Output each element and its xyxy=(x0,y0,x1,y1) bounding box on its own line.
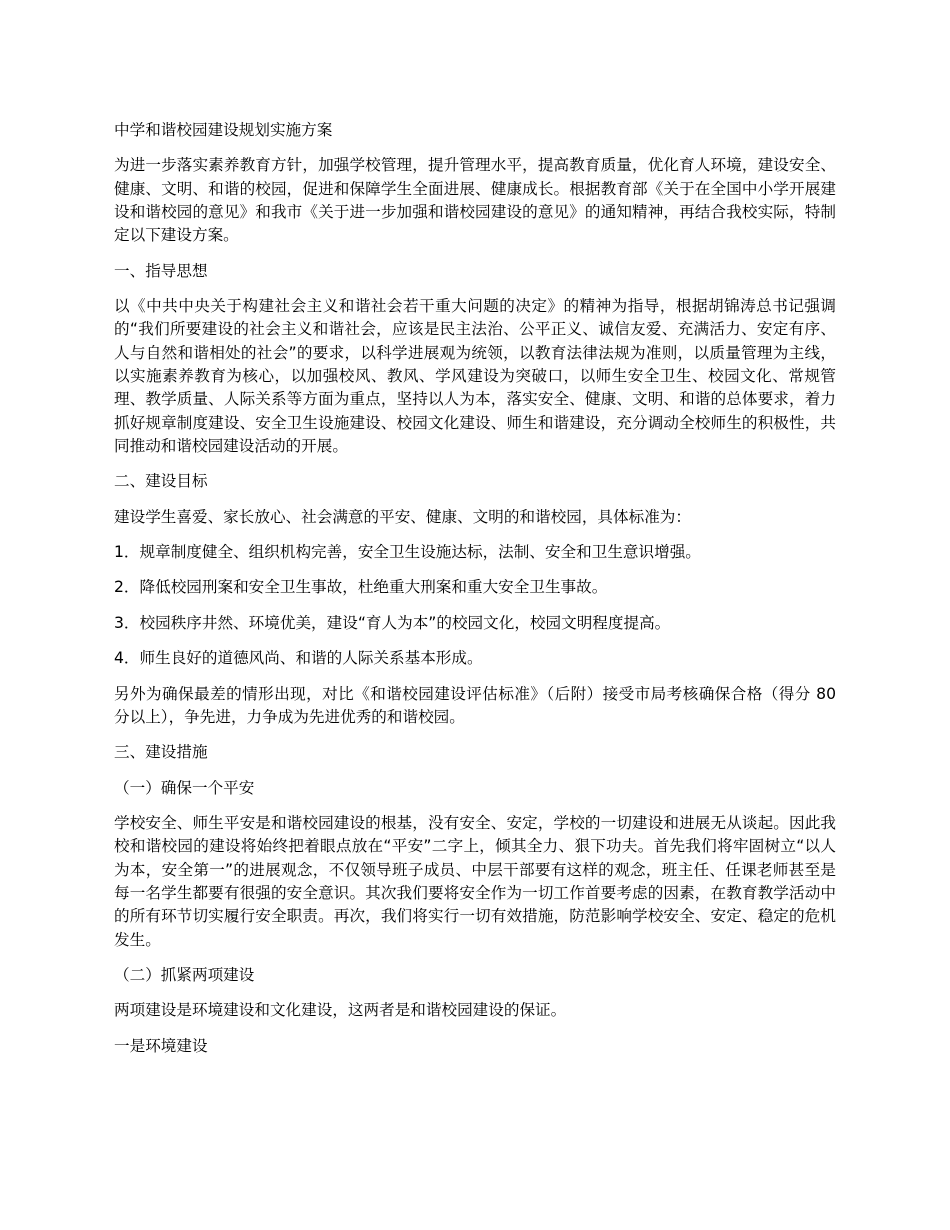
goal-item-3: 3．校园秩序井然、环境优美，建设“育人为本”的校园文化，校园文明程度提高。 xyxy=(114,613,671,632)
goal-item-4: 4．师生良好的道德风尚、和谐的人际关系基本形成。 xyxy=(114,649,483,668)
goals-intro-paragraph: 建设学生喜爱、家长放心、社会满意的平安、健康、文明的和谐校园，具体标准为： xyxy=(114,507,691,526)
document-body xyxy=(114,119,836,1070)
safety-paragraph: 学校安全、师生平安是和谐校园建设的根基，没有安全、安定，学校的一切建设和进展无从谈起。因此我校和谐校园的建设将始终把着眼点放在“平安”二字上，倾其全力、狠下功夫。首先我们将牢固树立“以人为本，安全第一”的进展观念，不仅领导班子成员、中层干部要有这样的观念，班主任、任课老师甚至是每一名学生都要有很强的安全意识。其次我们要将安全作为一切工作首要考虑的因素，在教育教学活动中的所有环节切实履行安全职责。再次，我们将实行一切有效措施，防范影响学校安全、安定、稳定的危机发生。 xyxy=(114,814,836,949)
document-title: 中学和谐校园建设规划实施方案 xyxy=(114,121,333,139)
section-heading-goals: 二、建设目标 xyxy=(114,472,208,491)
goal-item-2: 2．降低校园刑案和安全卫生事故，杜绝重大刑案和重大安全卫生事故。 xyxy=(114,578,608,597)
subsection-heading-two-constructions: （二）抓紧两项建设 xyxy=(114,965,255,984)
intro-paragraph: 为进一步落实素养教育方针，加强学校管理，提升管理水平，提高教育质量，优化育人环境，建设安全、健康、文明、和谐的校园，促进和保障学生全面进展、健康成长。根据教育部《关于在全国中小学开展建设和谐校园的意见》和我市《关于进一步加强和谐校园建设的意见》的通知精神，再结合我校实际，特制定以下建设方案。 xyxy=(114,156,836,245)
two-constructions-paragraph: 两项建设是环境建设和文化建设，这两者是和谐校园建设的保证。 xyxy=(114,1001,567,1020)
guiding-ideology-paragraph: 以《中共中央关于构建社会主义和谐社会若干重大问题的决定》的精神为指导，根据胡锦涛总书记强调的“我们所要建设的社会主义和谐社会，应该是民主法治、公平正义、诚信友爱、充满活力、安定有序、人与自然和谐相处的社会”的要求，以科学进展观为统领，以教育法律法规为准则，以质量管理为主线，以实施素养教育为核心，以加强校风、教风、学风建设为突破口，以师生安全卫生、校园文化、常规管理、教学质量、人际关系等方面为重点，坚持以人为本，落实安全、健康、文明、和谐的总体要求，着力抓好规章制度建设、安全卫生设施建设、校园文化建设、师生和谐建设，充分调动全校师生的积极性，共同推动和谐校园建设活动的开展。 xyxy=(114,297,836,455)
section-heading-measures: 三、建设措施 xyxy=(114,743,208,762)
goal-item-1: 1．规章制度健全、组织机构完善，安全卫生设施达标，法制、安全和卫生意识增强。 xyxy=(114,543,701,562)
subsection-heading-safety: （一）确保一个平安 xyxy=(114,778,255,797)
environment-construction-heading: 一是环境建设 xyxy=(114,1036,208,1055)
section-heading-guiding-ideology: 一、指导思想 xyxy=(114,261,208,280)
goals-closing-paragraph: 另外为确保最差的情形出现，对比《和谐校园建设评估标准》（后附）接受市局考核确保合格（得分 80 分以上），争先进，力争成为先进优秀的和谐校园。 xyxy=(114,684,836,726)
